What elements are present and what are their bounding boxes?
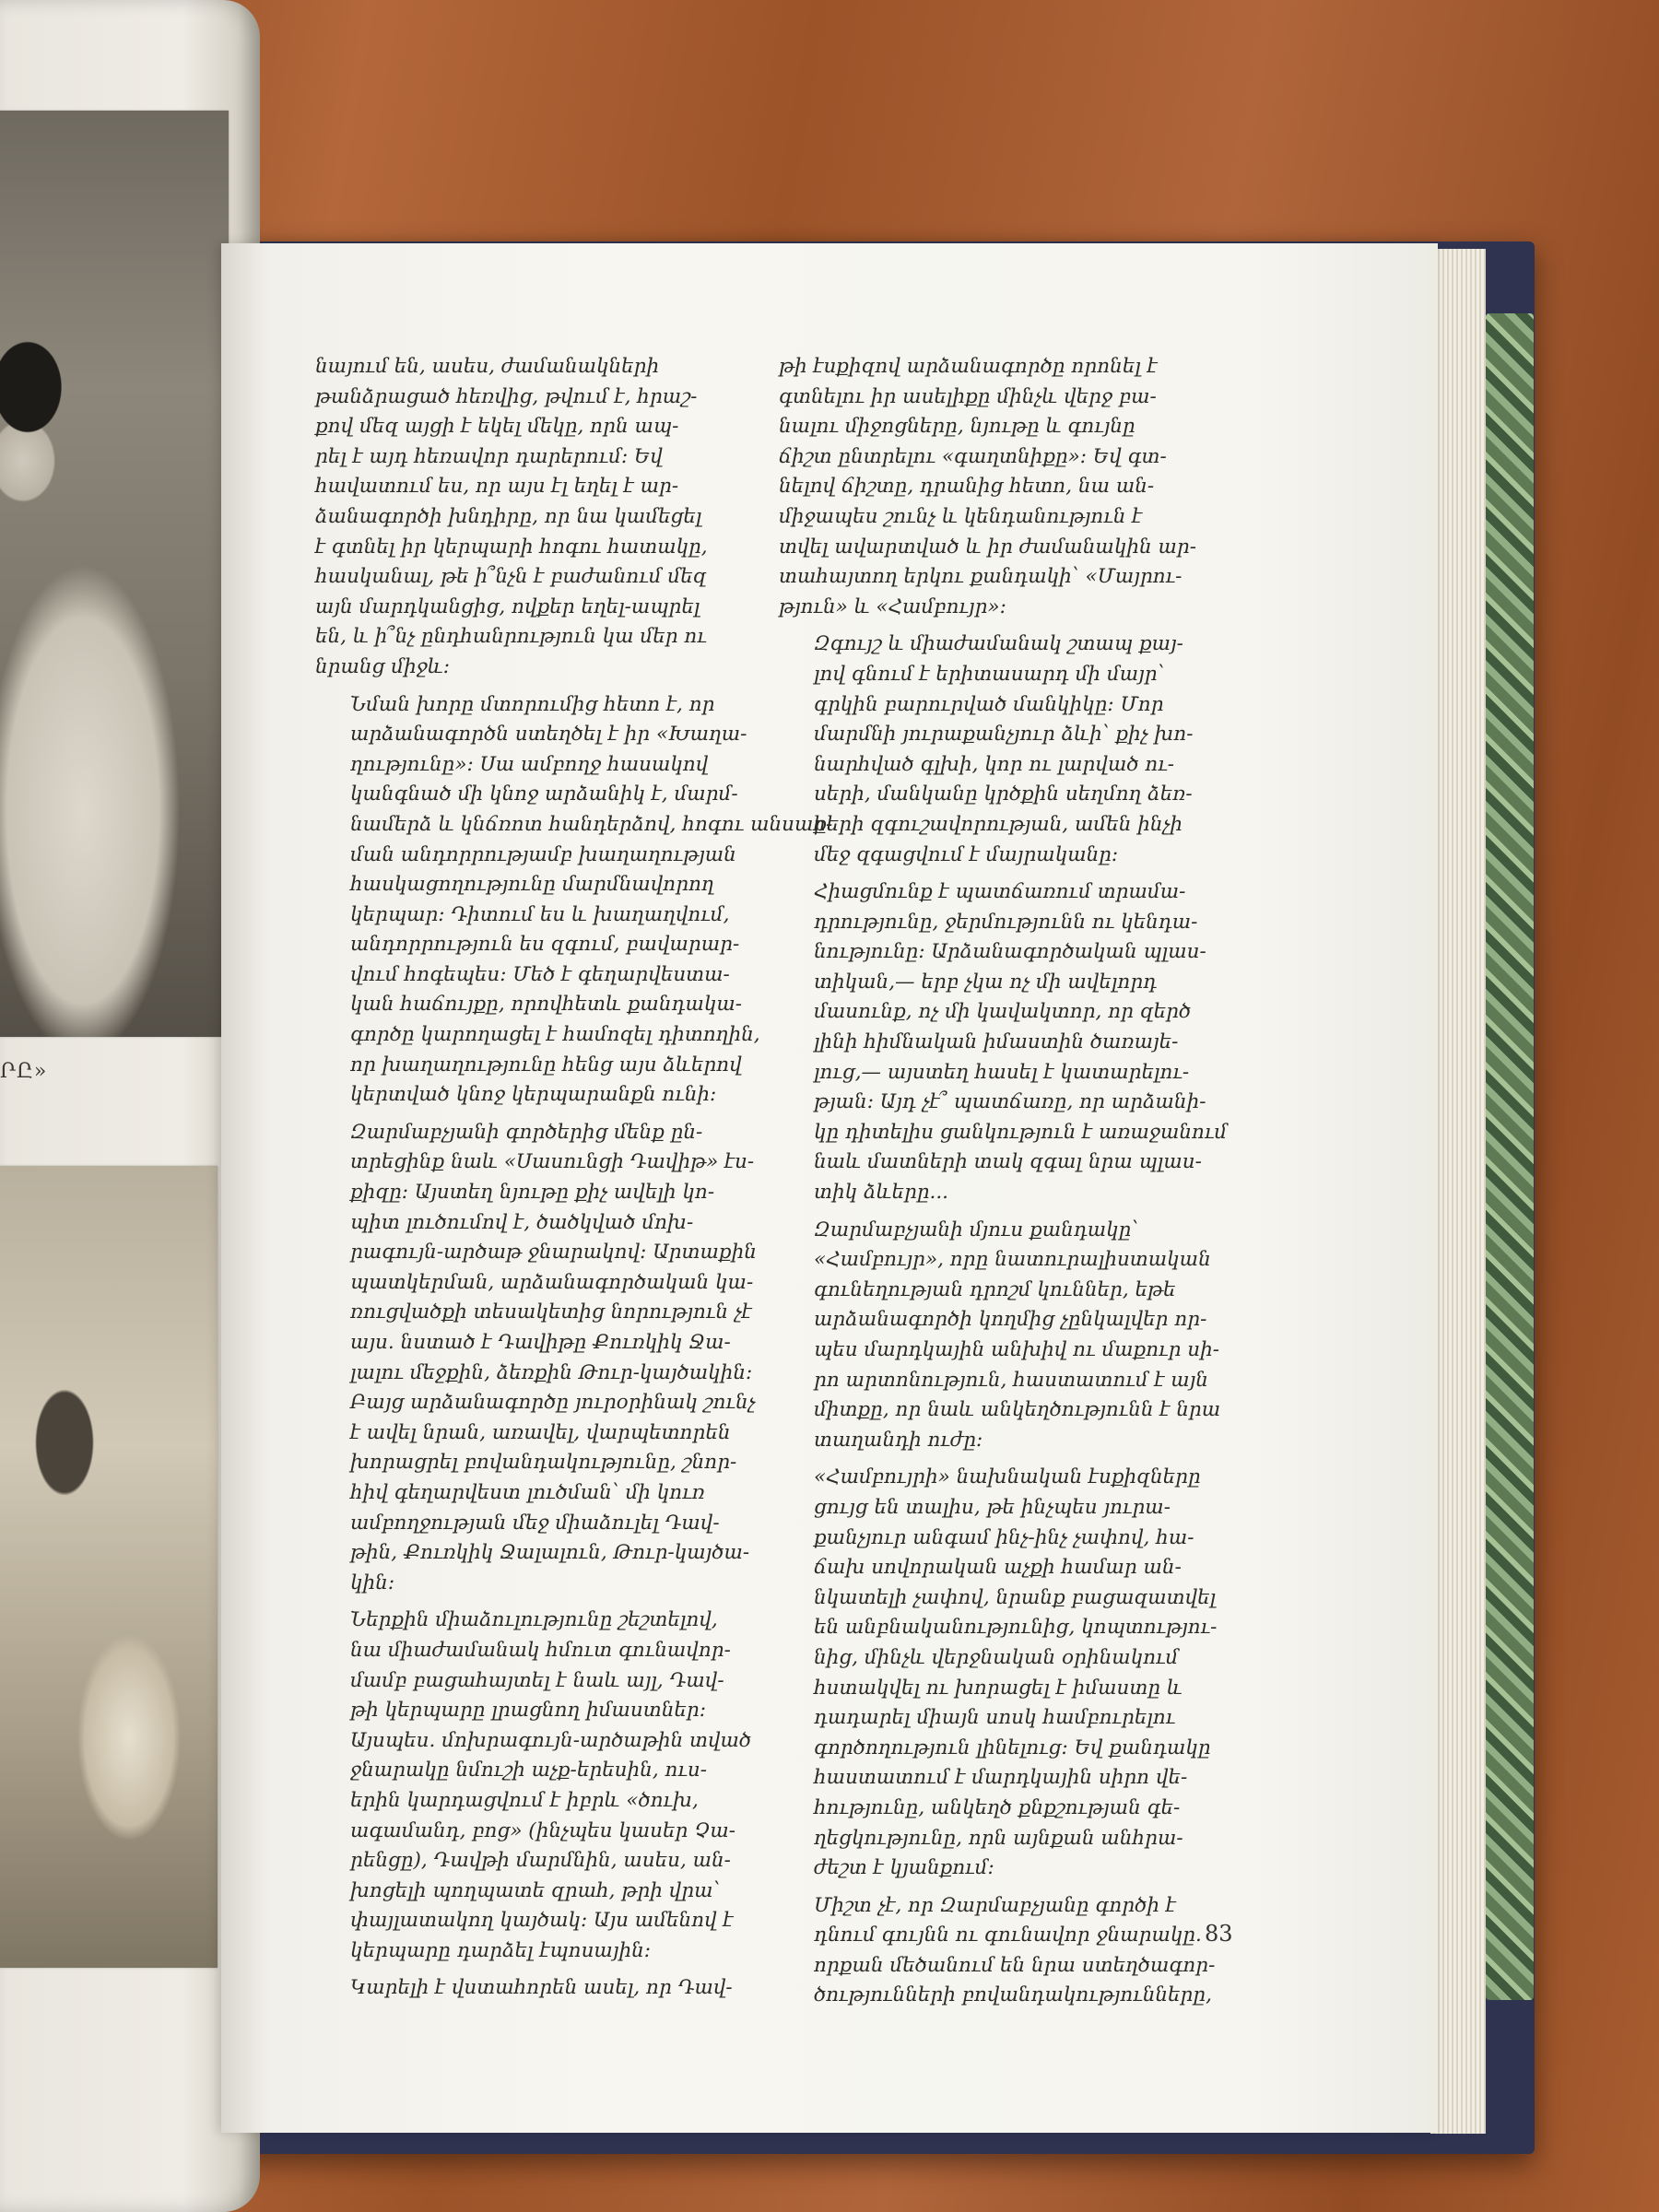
text-line: ագամանդ, բոց» (ինչպես կասեր Չա- xyxy=(350,1818,735,1842)
paragraph xyxy=(779,877,1240,1208)
text-line: րենցը), Դավթի մարմնին, ասես, ան- xyxy=(350,1849,731,1873)
text-line: «Համբույրի» նախնական էսքիզները xyxy=(814,1465,1201,1489)
text-line: միջապես շունչ և կենդանություն է xyxy=(779,504,1143,528)
text-line: կը դիտելիս ցանկություն է առաջանում xyxy=(814,1120,1228,1144)
text-line: Զգույշ և միաժամանակ շտապ քայ- xyxy=(814,632,1183,656)
text-line: Այսպես. մոխրագույն-արծաթին տված xyxy=(350,1728,752,1752)
text-line: վում հոգեպես: Մեծ է գեղարվեստա- xyxy=(350,962,730,986)
right-page xyxy=(221,243,1438,2133)
text-line: լինի հիմնական իմաստին ծառայե- xyxy=(814,1030,1179,1054)
text-line: նարհված գլխի, կոր ու լարված ու- xyxy=(814,752,1174,776)
text-line: գործողություն լինելուց: Եվ քանդակը xyxy=(814,1735,1211,1759)
text-line: արձանագործի կողմից չընկալվեր որ- xyxy=(814,1308,1207,1332)
text-line: խոցելի պողպատե զրահ, թրի վրա՝ xyxy=(350,1878,721,1902)
text-line: պատկերման, արձանագործական կա- xyxy=(350,1270,754,1294)
text-line: նկատելի չափով, նրանք բացազատվել xyxy=(814,1585,1217,1609)
text-line: այս. նստած է Դավիթը Քուռկիկ Ջա- xyxy=(350,1331,731,1354)
text-line: նաև մատների տակ զգալ նրա պլաս- xyxy=(814,1150,1202,1174)
text-line: են, և ի՞նչ ընդհանրություն կա մեր ու xyxy=(315,625,707,649)
text-line: որ խաղաղությունը հենց այս ձևերով xyxy=(350,1053,742,1077)
text-line: կան հաճույքը, որովհետև քանդակա- xyxy=(350,993,743,1017)
text-line: կանգնած մի կնոջ արձանիկ է, մարմ- xyxy=(350,782,738,806)
text-line: նա միաժամանակ հմուտ գունավոր- xyxy=(350,1638,731,1662)
portrait-photo xyxy=(0,111,229,1037)
text-line: թի կերպարը լրացնող իմաստներ: xyxy=(350,1699,707,1723)
paragraph xyxy=(779,629,1240,870)
photo-caption-fragment: ՐԸ» xyxy=(0,1060,48,1083)
text-line: տրեցինք նաև «Սասունցի Դավիթ» էս- xyxy=(350,1150,755,1174)
text-line: ցույց են տալիս, թե ինչպես յուրա- xyxy=(814,1495,1171,1519)
text-line: դադարել միայն սոսկ համբուրելու xyxy=(814,1706,1176,1730)
text-line: տահայտող երկու քանդակի՝ «Մայրու- xyxy=(779,565,1182,589)
text-line: է ավել նրան, առավել, վարպետորեն xyxy=(350,1420,731,1444)
paragraph xyxy=(315,1118,776,1599)
text-line: կերպարը դարձել էպոսային: xyxy=(350,1938,652,1962)
text-line: րո արտոնություն, հաստատում է այն xyxy=(814,1368,1208,1392)
text-line: գրկին բարուրված մանկիկը: Մոր xyxy=(814,692,1164,716)
text-line: նայում են, ասես, ժամանակների xyxy=(315,355,660,378)
text-line: հստակվել ու խորացել է իմաստը և xyxy=(814,1676,1182,1700)
text-line: ծությունների բովանդակությունները, xyxy=(814,1983,1212,2007)
text-line: քիզը: Այստեղ նյութը քիչ ավելի կո- xyxy=(350,1181,715,1205)
text-line: դնում գույնն ու գունավոր ջնարակը. xyxy=(814,1924,1202,1947)
text-line: տիկան,— երբ չկա ոչ մի ավելորդ xyxy=(814,970,1158,994)
text-line: միտքը, որ նաև անկեղծությունն է նրա xyxy=(814,1398,1221,1422)
text-line: ճախ սովորական աչքի համար ան- xyxy=(814,1556,1182,1580)
text-line: լով գնում է երիտասարդ մի մայր՝ xyxy=(814,662,1165,686)
text-line: փայլատակող կայծակ: Այս ամենով է xyxy=(350,1909,734,1933)
text-line: «Համբույր», որը նատուրալիստական xyxy=(814,1248,1211,1272)
text-line: լալու մեջքին, ձեռքին Թուր-կայծակին: xyxy=(350,1360,753,1384)
text-line: ղությունը»: Սա ամբողջ հասակով xyxy=(350,752,709,776)
text-line: մարմնի յուրաքանչյուր ձևի՝ քիչ խո- xyxy=(814,723,1194,747)
text-line: կին: xyxy=(350,1571,395,1594)
text-line: խորացրել բովանդակությունը, շնոր- xyxy=(350,1451,737,1475)
text-line: թանձրացած հեռվից, թվում է, հրաշ- xyxy=(315,384,698,408)
text-line: սերի, մանկանը կրծքին սեղմող ձեռ- xyxy=(814,782,1193,806)
courtyard-photo xyxy=(0,1166,218,1968)
text-line: նալու միջոցները, նյութը և գույնը xyxy=(779,415,1135,439)
text-line: թի էսքիզով արձանագործը որոնել է xyxy=(779,355,1158,378)
text-line: այն մարդկանցից, ովքեր եղել-ապրել xyxy=(315,594,700,618)
text-line: րագույն-արծաթ ջնարակով: Արտաքին xyxy=(350,1241,757,1265)
page-number: 83 xyxy=(1205,1921,1233,1947)
text-line: կերպար: Դիտում ես և խաղաղվում, xyxy=(350,902,730,926)
text-line: ղեցկությունը, որն այնքան անհրա- xyxy=(814,1826,1183,1850)
text-column-right xyxy=(779,352,1240,2018)
text-column-left xyxy=(315,352,833,2011)
text-line: թին, Քուռկիկ Ջալալուն, Թուր-կայծա- xyxy=(350,1541,750,1565)
page-edges xyxy=(1430,249,1486,2134)
text-line: տիկ ձևերը... xyxy=(814,1181,948,1205)
text-line: Զարմաբչյանի գործերից մենք ըն- xyxy=(350,1120,703,1144)
text-line: մեջ զգացվում է մայրականը: xyxy=(814,842,1119,866)
text-line: հությունը, անկեղծ քնքշության գե- xyxy=(814,1795,1181,1819)
text-line: երին կարդացվում է իբրև «ծուխ, xyxy=(350,1788,699,1812)
text-line: մասունք, ոչ մի կավակտոր, որ զերծ xyxy=(814,1000,1192,1024)
text-line: նրանց միջև: xyxy=(315,654,450,678)
text-line: տվել ավարտված և իր ժամանակին ար- xyxy=(779,535,1196,559)
text-line: մամբ բացահայտել է նաև այլ, Դավ- xyxy=(350,1668,724,1692)
text-line: նելով ճիշտը, դրանից հետո, նա ան- xyxy=(779,475,1155,499)
text-line: Կարելի է վստահորեն ասել, որ Դավ- xyxy=(350,1976,733,2000)
text-line: նությունը: Արձանագործական պլաս- xyxy=(814,940,1206,964)
text-line: լուց,— այստեղ հասել է կատարելու- xyxy=(814,1060,1190,1084)
text-line: թյան: Այդ չէ՞ պատճառը, որ արձանի- xyxy=(814,1090,1206,1114)
marbled-spine xyxy=(1486,313,1534,2000)
text-line: հավատում ես, որ այս էլ եղել է ար- xyxy=(315,475,679,499)
text-line: ռուցվածքի տեսակետից նորություն չէ xyxy=(350,1300,752,1324)
text-line: գտնելու իր ասելիքը մինչև վերջ բա- xyxy=(779,384,1157,408)
text-line: ճիշտ ընտրելու «գաղտնիքը»: Եվ գտ- xyxy=(779,444,1167,468)
text-line: հիվ գեղարվեստ լուծման՝ մի կուռ xyxy=(350,1480,705,1504)
text-line: նից, մինչև վերջնական օրինակում xyxy=(814,1645,1179,1669)
text-line: հասկանալ, թե ի՞նչն է բաժանում մեզ xyxy=(315,565,707,589)
text-line: արձանագործն ստեղծել է իր «Խաղա- xyxy=(350,723,747,747)
text-line: թյուն» և «Համբույր»: xyxy=(779,594,1006,618)
text-line: կերտված կնոջ կերպարանքն ունի: xyxy=(350,1083,717,1107)
paragraph xyxy=(779,352,1240,622)
paragraph xyxy=(315,1606,776,1966)
paragraph xyxy=(315,1973,776,2004)
text-line: դրությունը, ջերմությունն ու կենդա- xyxy=(814,910,1198,934)
text-line: Զարմաբչյանի մյուս քանդակը՝ xyxy=(814,1218,1139,1241)
text-line: գունեղության դրոշմ կուններ, եթե xyxy=(814,1277,1176,1301)
paragraph xyxy=(315,690,833,1111)
text-line: Ներքին միաձուլությունը շեշտելով, xyxy=(350,1608,718,1632)
paragraph xyxy=(779,1216,1240,1456)
text-line: է գտնել իր կերպարի հոգու հատակը, xyxy=(315,535,708,559)
text-line: ման անդորրությամբ խաղաղության xyxy=(350,842,736,866)
text-line: որքան մեծանում են նրա ստեղծագոր- xyxy=(814,1953,1216,1977)
text-line: Միշտ չէ, որ Զարմաբչյանը գործի է xyxy=(814,1893,1176,1917)
paragraph xyxy=(315,352,776,683)
text-line: գործը կարողացել է համոզել դիտողին, xyxy=(350,1023,760,1047)
text-line: րել է այդ հեռավոր դարերում: Եվ xyxy=(315,444,663,468)
text-line: քերի զգուշավորության, ամեն ինչի xyxy=(814,812,1183,836)
text-line: հասկացողությունը մարմնավորող xyxy=(350,873,714,897)
text-line: քանչյուր անգամ ինչ-ինչ չափով, հա- xyxy=(814,1525,1194,1549)
text-line: անդորրություն ես զգում, բավարար- xyxy=(350,933,740,957)
text-line: քով մեզ այցի է եկել մեկը, որն ապ- xyxy=(315,415,679,439)
text-line: պես մարդկային անխիվ ու մաքուր սի- xyxy=(814,1338,1220,1361)
paragraph xyxy=(779,1463,1240,1883)
paragraph xyxy=(779,1891,1240,2011)
text-line: նամերձ և կնճռոտ հանդերձով, հոգու անսահ- xyxy=(350,812,833,836)
text-line: պիտ լուծումով է, ծածկված մոխ- xyxy=(350,1210,694,1234)
text-line: Բայց արձանագործը յուրօրինակ շունչ xyxy=(350,1391,756,1415)
text-line: ձանագործի խնդիրը, որ նա կամեցել xyxy=(315,504,702,528)
text-line: ամբողջության մեջ միաձուլել Դավ- xyxy=(350,1511,720,1535)
text-line: տաղանդի ուժը: xyxy=(814,1428,983,1452)
text-line: Հիացմունք է պատճառում տրամա- xyxy=(814,880,1186,904)
text-line: ժեշտ է կյանքում: xyxy=(814,1856,994,1880)
text-line: հաստատում է մարդկային սիրո վե- xyxy=(814,1766,1188,1790)
text-line: Նման խորը մտորումից հետո է, որ xyxy=(350,692,715,716)
text-line: ջնարակը նմուշի աչք-երեսին, ուս- xyxy=(350,1759,707,1783)
text-line: են անբնականությունից, կոպտությու- xyxy=(814,1616,1218,1640)
